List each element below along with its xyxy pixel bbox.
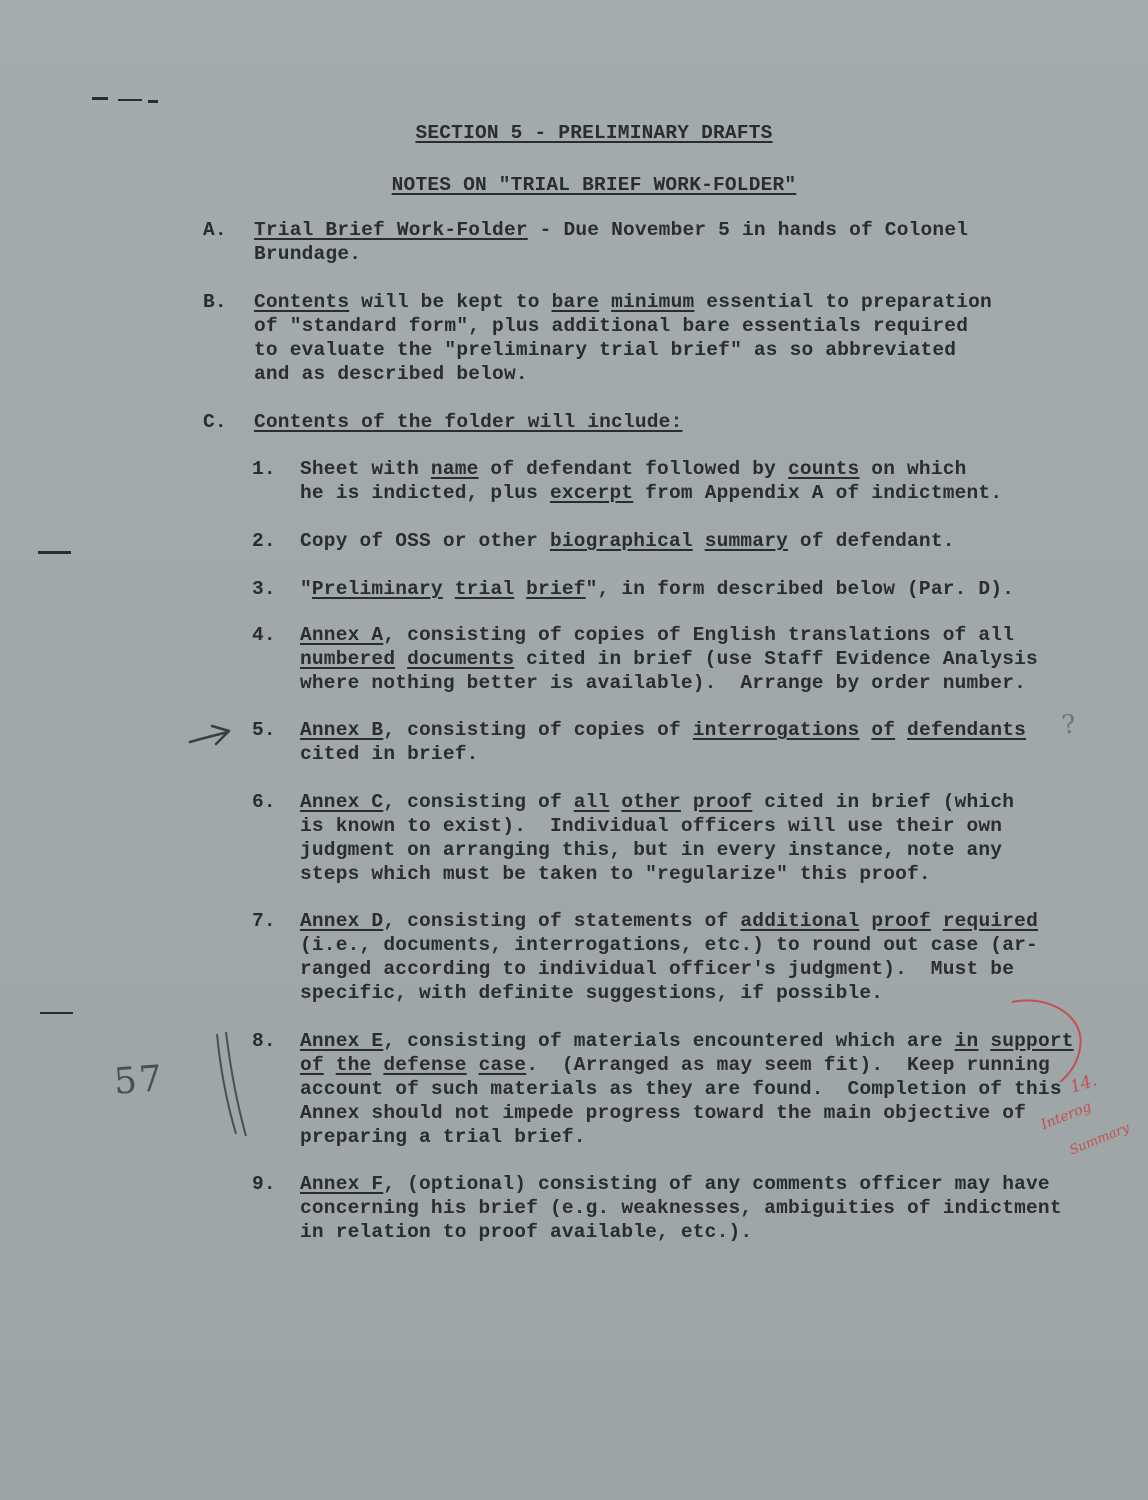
item-6-line4: steps which must be taken to "regularize" this proof. [300, 863, 931, 885]
item-2-number: 2. [252, 530, 276, 552]
item-6-line1: Annex C, consisting of all other proof cited in brief (which [300, 791, 1015, 813]
para-a-line1: Trial Brief Work-Folder - Due November 5 in hands of Colonel [254, 219, 969, 241]
double-line-mark [212, 1030, 252, 1140]
item-7-line3: ranged according to individual officer's judgment). Must be [300, 958, 1015, 980]
item-8-line1: Annex E, consisting of materials encountered which are in support [300, 1030, 1074, 1052]
item-8-number: 8. [252, 1030, 276, 1052]
item-7-line2: (i.e., documents, interrogations, etc.) to round out case (ar- [300, 934, 1038, 956]
item-9-line1: Annex F, (optional) consisting of any comments officer may have [300, 1173, 1050, 1195]
para-b-label: B. [203, 291, 227, 313]
item-1-number: 1. [252, 458, 276, 480]
item-6-line2: is known to exist). Individual officers will use their own [300, 815, 1003, 837]
item-8-line2: of the defense case. (Arranged as may seem fit). Keep running [300, 1054, 1050, 1076]
item-4-line3: where nothing better is available). Arrange by order number. [300, 672, 1027, 694]
item-9-line3: in relation to proof available, etc.). [300, 1221, 753, 1243]
item-3-line1: "Preliminary trial brief", in form described below (Par. D). [300, 578, 1015, 600]
item-1-line1: Sheet with name of defendant followed by counts on which [300, 458, 967, 480]
item-1-line2: he is indicted, plus excerpt from Appendix A of indictment. [300, 482, 1003, 504]
item-4-number: 4. [252, 624, 276, 646]
item-6-number: 6. [252, 791, 276, 813]
item-6-line3: judgment on arranging this, but in every instance, note any [300, 839, 1003, 861]
item-4-line2: numbered documents cited in brief (use Staff Evidence Analysis [300, 648, 1038, 670]
arrow-icon [186, 722, 234, 750]
item-8-line4: Annex should not impede progress toward the main objective of [300, 1102, 1027, 1124]
handwritten-margin-number: 57 [112, 1058, 166, 1103]
para-b-line1: Contents will be kept to bare minimum essential to preparation [254, 291, 992, 313]
corner-mark [92, 97, 108, 100]
para-b-line3: to evaluate the "preliminary trial brief" as so abbreviated [254, 339, 957, 361]
para-a-label: A. [203, 219, 227, 241]
item-4-line1: Annex A, consisting of copies of English translations of all [300, 624, 1015, 646]
item-3-number: 3. [252, 578, 276, 600]
item-2-line1: Copy of OSS or other biographical summary of defendant. [300, 530, 955, 552]
item-5-number: 5. [252, 719, 276, 741]
red-note-word-2: Summary [1067, 1120, 1132, 1159]
item-9-number: 9. [252, 1173, 276, 1195]
para-c-heading: Contents of the folder will include: [254, 411, 683, 433]
item-7-number: 7. [252, 910, 276, 932]
corner-mark [118, 99, 142, 101]
red-note-word-1: Interog [1038, 1098, 1094, 1134]
red-pencil-bracket [1008, 996, 1088, 1086]
section-title: SECTION 5 - PRELIMINARY DRAFTS [415, 122, 773, 144]
para-b-line2: of "standard form", plus additional bare essentials required [254, 315, 969, 337]
item-7-line1: Annex D, consisting of statements of additional proof required [300, 910, 1038, 932]
item-7-line4: specific, with definite suggestions, if possible. [300, 982, 884, 1004]
item-5-line1: Annex B, consisting of copies of interrogations of defendants [300, 719, 1027, 741]
para-a-line2: Brundage. [254, 243, 362, 265]
para-c-label: C. [203, 411, 227, 433]
item-8-line3: account of such materials as they are found. Completion of this [300, 1078, 1062, 1100]
subtitle: NOTES ON "TRIAL BRIEF WORK-FOLDER" [391, 174, 797, 196]
para-b-line4: and as described below. [254, 363, 528, 385]
corner-mark [148, 100, 158, 103]
handwritten-question-mark: ? [1059, 709, 1078, 741]
margin-dash [40, 1012, 73, 1014]
item-8-line5: preparing a trial brief. [300, 1126, 586, 1148]
margin-dash [38, 551, 71, 554]
item-9-line2: concerning his brief (e.g. weaknesses, ambiguities of indictment [300, 1197, 1062, 1219]
item-5-line2: cited in brief. [300, 743, 479, 765]
red-note-number: 14. [1067, 1070, 1100, 1098]
